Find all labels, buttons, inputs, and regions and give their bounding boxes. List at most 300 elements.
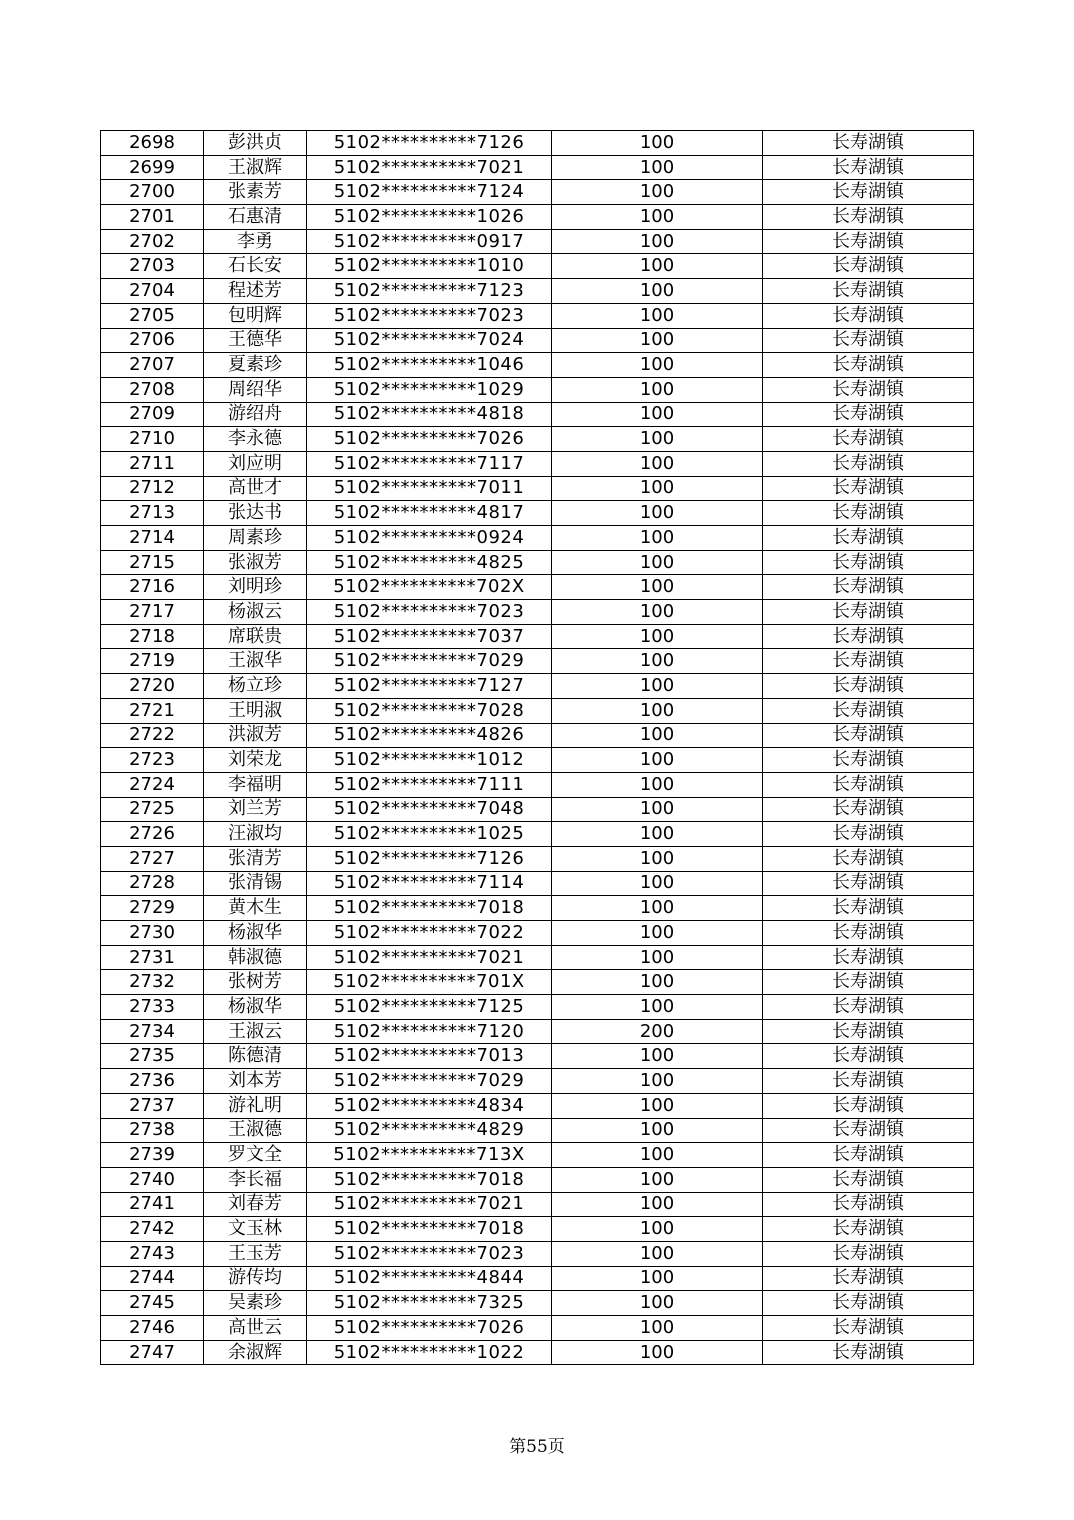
town-cell: 长寿湖镇 [763, 871, 974, 896]
town-cell: 长寿湖镇 [763, 180, 974, 205]
row-number-cell: 2699 [101, 155, 204, 180]
name-cell: 游传均 [204, 1266, 307, 1291]
id-number-cell: 5102**********4826 [307, 723, 552, 748]
amount-cell: 100 [552, 180, 763, 205]
name-cell: 余淑辉 [204, 1340, 307, 1365]
name-cell: 周绍华 [204, 377, 307, 402]
name-cell: 石长安 [204, 254, 307, 279]
name-cell: 张清锡 [204, 871, 307, 896]
row-number-cell: 2736 [101, 1069, 204, 1094]
row-number-cell: 2742 [101, 1217, 204, 1242]
id-number-cell: 5102**********1029 [307, 377, 552, 402]
name-cell: 游绍舟 [204, 402, 307, 427]
amount-cell: 200 [552, 1019, 763, 1044]
table-row [101, 526, 974, 551]
amount-cell: 100 [552, 871, 763, 896]
table-row [101, 328, 974, 353]
name-cell: 刘应明 [204, 451, 307, 476]
row-number-cell: 2747 [101, 1340, 204, 1365]
id-number-cell: 5102**********4834 [307, 1093, 552, 1118]
table-row [101, 748, 974, 773]
row-number-cell: 2738 [101, 1118, 204, 1143]
name-cell: 王明淑 [204, 698, 307, 723]
row-number-cell: 2703 [101, 254, 204, 279]
town-cell: 长寿湖镇 [763, 1093, 974, 1118]
id-number-cell: 5102**********7127 [307, 674, 552, 699]
town-cell: 长寿湖镇 [763, 723, 974, 748]
name-cell: 杨立珍 [204, 674, 307, 699]
id-number-cell: 5102**********7018 [307, 1217, 552, 1242]
row-number-cell: 2739 [101, 1143, 204, 1168]
amount-cell: 100 [552, 279, 763, 304]
amount-cell: 100 [552, 205, 763, 230]
town-cell: 长寿湖镇 [763, 698, 974, 723]
name-cell: 周素珍 [204, 526, 307, 551]
town-cell: 长寿湖镇 [763, 303, 974, 328]
table-row [101, 377, 974, 402]
amount-cell: 100 [552, 1241, 763, 1266]
id-number-cell: 5102**********7011 [307, 476, 552, 501]
table-row [101, 131, 974, 156]
town-cell: 长寿湖镇 [763, 1143, 974, 1168]
town-cell: 长寿湖镇 [763, 205, 974, 230]
row-number-cell: 2743 [101, 1241, 204, 1266]
amount-cell: 100 [552, 822, 763, 847]
row-number-cell: 2744 [101, 1266, 204, 1291]
table-row [101, 624, 974, 649]
amount-cell: 100 [552, 748, 763, 773]
table-row [101, 1266, 974, 1291]
table-row [101, 1316, 974, 1341]
id-number-cell: 5102**********1046 [307, 353, 552, 378]
row-number-cell: 2726 [101, 822, 204, 847]
town-cell: 长寿湖镇 [763, 1217, 974, 1242]
records-table [100, 130, 974, 1365]
table-row [101, 476, 974, 501]
name-cell: 洪淑芳 [204, 723, 307, 748]
table-row [101, 402, 974, 427]
id-number-cell: 5102**********7018 [307, 896, 552, 921]
row-number-cell: 2711 [101, 451, 204, 476]
id-number-cell: 5102**********7120 [307, 1019, 552, 1044]
row-number-cell: 2733 [101, 995, 204, 1020]
table-row [101, 674, 974, 699]
amount-cell: 100 [552, 723, 763, 748]
row-number-cell: 2715 [101, 550, 204, 575]
name-cell: 刘荣龙 [204, 748, 307, 773]
name-cell: 李长福 [204, 1167, 307, 1192]
name-cell: 刘兰芳 [204, 797, 307, 822]
name-cell: 杨淑华 [204, 995, 307, 1020]
amount-cell: 100 [552, 797, 763, 822]
row-number-cell: 2725 [101, 797, 204, 822]
table-row [101, 353, 974, 378]
table-row [101, 846, 974, 871]
town-cell: 长寿湖镇 [763, 1167, 974, 1192]
town-cell: 长寿湖镇 [763, 748, 974, 773]
town-cell: 长寿湖镇 [763, 1241, 974, 1266]
row-number-cell: 2701 [101, 205, 204, 230]
id-number-cell: 5102**********7028 [307, 698, 552, 723]
amount-cell: 100 [552, 600, 763, 625]
row-number-cell: 2719 [101, 649, 204, 674]
amount-cell: 100 [552, 1069, 763, 1094]
row-number-cell: 2729 [101, 896, 204, 921]
amount-cell: 100 [552, 674, 763, 699]
table-row [101, 970, 974, 995]
table-row [101, 600, 974, 625]
id-number-cell: 5102**********7037 [307, 624, 552, 649]
name-cell: 张达书 [204, 501, 307, 526]
row-number-cell: 2708 [101, 377, 204, 402]
amount-cell: 100 [552, 131, 763, 156]
id-number-cell: 5102**********7023 [307, 1241, 552, 1266]
table-row [101, 575, 974, 600]
id-number-cell: 5102**********0917 [307, 229, 552, 254]
name-cell: 高世才 [204, 476, 307, 501]
town-cell: 长寿湖镇 [763, 624, 974, 649]
id-number-cell: 5102**********7023 [307, 600, 552, 625]
table-row [101, 1241, 974, 1266]
page-number: 第55页 [509, 1437, 565, 1457]
id-number-cell: 5102**********7021 [307, 945, 552, 970]
row-number-cell: 2714 [101, 526, 204, 551]
amount-cell: 100 [552, 476, 763, 501]
table-row [101, 254, 974, 279]
table-row [101, 180, 974, 205]
town-cell: 长寿湖镇 [763, 550, 974, 575]
table-row [101, 501, 974, 526]
id-number-cell: 5102**********0924 [307, 526, 552, 551]
id-number-cell: 5102**********7126 [307, 131, 552, 156]
id-number-cell: 5102**********4844 [307, 1266, 552, 1291]
town-cell: 长寿湖镇 [763, 772, 974, 797]
name-cell: 张素芳 [204, 180, 307, 205]
amount-cell: 100 [552, 526, 763, 551]
id-number-cell: 5102**********702X [307, 575, 552, 600]
id-number-cell: 5102**********1012 [307, 748, 552, 773]
town-cell: 长寿湖镇 [763, 377, 974, 402]
name-cell: 李福明 [204, 772, 307, 797]
town-cell: 长寿湖镇 [763, 279, 974, 304]
row-number-cell: 2724 [101, 772, 204, 797]
town-cell: 长寿湖镇 [763, 649, 974, 674]
table-row [101, 1069, 974, 1094]
amount-cell: 100 [552, 896, 763, 921]
town-cell: 长寿湖镇 [763, 1340, 974, 1365]
name-cell: 汪淑均 [204, 822, 307, 847]
row-number-cell: 2705 [101, 303, 204, 328]
table-row [101, 1019, 974, 1044]
row-number-cell: 2700 [101, 180, 204, 205]
table-row [101, 1291, 974, 1316]
amount-cell: 100 [552, 1266, 763, 1291]
row-number-cell: 2709 [101, 402, 204, 427]
name-cell: 张树芳 [204, 970, 307, 995]
amount-cell: 100 [552, 229, 763, 254]
name-cell: 王淑云 [204, 1019, 307, 1044]
name-cell: 王淑华 [204, 649, 307, 674]
id-number-cell: 5102**********701X [307, 970, 552, 995]
amount-cell: 100 [552, 846, 763, 871]
row-number-cell: 2707 [101, 353, 204, 378]
id-number-cell: 5102**********7325 [307, 1291, 552, 1316]
name-cell: 黄木生 [204, 896, 307, 921]
name-cell: 王淑德 [204, 1118, 307, 1143]
row-number-cell: 2706 [101, 328, 204, 353]
name-cell: 陈德清 [204, 1044, 307, 1069]
town-cell: 长寿湖镇 [763, 995, 974, 1020]
id-number-cell: 5102**********7125 [307, 995, 552, 1020]
amount-cell: 100 [552, 254, 763, 279]
name-cell: 李勇 [204, 229, 307, 254]
table-row [101, 279, 974, 304]
id-number-cell: 5102**********1026 [307, 205, 552, 230]
name-cell: 罗文全 [204, 1143, 307, 1168]
row-number-cell: 2740 [101, 1167, 204, 1192]
id-number-cell: 5102**********7021 [307, 155, 552, 180]
name-cell: 夏素珍 [204, 353, 307, 378]
amount-cell: 100 [552, 772, 763, 797]
table-row [101, 550, 974, 575]
table-row [101, 797, 974, 822]
row-number-cell: 2704 [101, 279, 204, 304]
amount-cell: 100 [552, 155, 763, 180]
amount-cell: 100 [552, 945, 763, 970]
id-number-cell: 5102**********7026 [307, 427, 552, 452]
row-number-cell: 2727 [101, 846, 204, 871]
id-number-cell: 5102**********7018 [307, 1167, 552, 1192]
table-row [101, 698, 974, 723]
table-row [101, 822, 974, 847]
table-row [101, 1143, 974, 1168]
name-cell: 刘春芳 [204, 1192, 307, 1217]
town-cell: 长寿湖镇 [763, 501, 974, 526]
amount-cell: 100 [552, 575, 763, 600]
town-cell: 长寿湖镇 [763, 970, 974, 995]
amount-cell: 100 [552, 353, 763, 378]
amount-cell: 100 [552, 1192, 763, 1217]
town-cell: 长寿湖镇 [763, 229, 974, 254]
id-number-cell: 5102**********4825 [307, 550, 552, 575]
town-cell: 长寿湖镇 [763, 1316, 974, 1341]
table-row [101, 1118, 974, 1143]
name-cell: 王德华 [204, 328, 307, 353]
table-row [101, 205, 974, 230]
amount-cell: 100 [552, 1217, 763, 1242]
town-cell: 长寿湖镇 [763, 131, 974, 156]
row-number-cell: 2716 [101, 575, 204, 600]
amount-cell: 100 [552, 1340, 763, 1365]
town-cell: 长寿湖镇 [763, 427, 974, 452]
table-row [101, 451, 974, 476]
name-cell: 席联贵 [204, 624, 307, 649]
town-cell: 长寿湖镇 [763, 1069, 974, 1094]
table-row [101, 723, 974, 748]
town-cell: 长寿湖镇 [763, 797, 974, 822]
name-cell: 杨淑云 [204, 600, 307, 625]
amount-cell: 100 [552, 501, 763, 526]
amount-cell: 100 [552, 1167, 763, 1192]
town-cell: 长寿湖镇 [763, 945, 974, 970]
table-row [101, 921, 974, 946]
town-cell: 长寿湖镇 [763, 600, 974, 625]
town-cell: 长寿湖镇 [763, 921, 974, 946]
amount-cell: 100 [552, 328, 763, 353]
id-number-cell: 5102**********4817 [307, 501, 552, 526]
amount-cell: 100 [552, 402, 763, 427]
amount-cell: 100 [552, 1044, 763, 1069]
amount-cell: 100 [552, 1093, 763, 1118]
row-number-cell: 2713 [101, 501, 204, 526]
row-number-cell: 2741 [101, 1192, 204, 1217]
table-row [101, 772, 974, 797]
town-cell: 长寿湖镇 [763, 1019, 974, 1044]
row-number-cell: 2745 [101, 1291, 204, 1316]
table-row [101, 945, 974, 970]
id-number-cell: 5102**********4829 [307, 1118, 552, 1143]
town-cell: 长寿湖镇 [763, 846, 974, 871]
town-cell: 长寿湖镇 [763, 674, 974, 699]
town-cell: 长寿湖镇 [763, 476, 974, 501]
town-cell: 长寿湖镇 [763, 575, 974, 600]
town-cell: 长寿湖镇 [763, 896, 974, 921]
amount-cell: 100 [552, 995, 763, 1020]
town-cell: 长寿湖镇 [763, 451, 974, 476]
table-row [101, 896, 974, 921]
name-cell: 杨淑华 [204, 921, 307, 946]
table-row [101, 1217, 974, 1242]
table-row [101, 871, 974, 896]
id-number-cell: 5102**********1022 [307, 1340, 552, 1365]
town-cell: 长寿湖镇 [763, 402, 974, 427]
table-row [101, 1093, 974, 1118]
table-row [101, 649, 974, 674]
id-number-cell: 5102**********1010 [307, 254, 552, 279]
name-cell: 刘明珍 [204, 575, 307, 600]
id-number-cell: 5102**********7022 [307, 921, 552, 946]
row-number-cell: 2728 [101, 871, 204, 896]
id-number-cell: 5102**********1025 [307, 822, 552, 847]
row-number-cell: 2734 [101, 1019, 204, 1044]
row-number-cell: 2737 [101, 1093, 204, 1118]
name-cell: 韩淑德 [204, 945, 307, 970]
name-cell: 文玉林 [204, 1217, 307, 1242]
table-row [101, 1340, 974, 1365]
town-cell: 长寿湖镇 [763, 1192, 974, 1217]
table-row [101, 1192, 974, 1217]
id-number-cell: 5102**********7114 [307, 871, 552, 896]
town-cell: 长寿湖镇 [763, 155, 974, 180]
amount-cell: 100 [552, 377, 763, 402]
row-number-cell: 2723 [101, 748, 204, 773]
amount-cell: 100 [552, 970, 763, 995]
town-cell: 长寿湖镇 [763, 526, 974, 551]
amount-cell: 100 [552, 698, 763, 723]
table-row [101, 155, 974, 180]
id-number-cell: 5102**********7126 [307, 846, 552, 871]
table-row [101, 229, 974, 254]
row-number-cell: 2717 [101, 600, 204, 625]
name-cell: 程述芳 [204, 279, 307, 304]
row-number-cell: 2702 [101, 229, 204, 254]
row-number-cell: 2721 [101, 698, 204, 723]
name-cell: 高世云 [204, 1316, 307, 1341]
town-cell: 长寿湖镇 [763, 328, 974, 353]
id-number-cell: 5102**********7026 [307, 1316, 552, 1341]
name-cell: 游礼明 [204, 1093, 307, 1118]
row-number-cell: 2698 [101, 131, 204, 156]
name-cell: 张清芳 [204, 846, 307, 871]
amount-cell: 100 [552, 451, 763, 476]
town-cell: 长寿湖镇 [763, 353, 974, 378]
id-number-cell: 5102**********7048 [307, 797, 552, 822]
table-row [101, 995, 974, 1020]
amount-cell: 100 [552, 1118, 763, 1143]
id-number-cell: 5102**********7023 [307, 303, 552, 328]
row-number-cell: 2722 [101, 723, 204, 748]
id-number-cell: 5102**********7117 [307, 451, 552, 476]
town-cell: 长寿湖镇 [763, 1291, 974, 1316]
name-cell: 包明辉 [204, 303, 307, 328]
id-number-cell: 5102**********7124 [307, 180, 552, 205]
id-number-cell: 5102**********7024 [307, 328, 552, 353]
name-cell: 彭洪贞 [204, 131, 307, 156]
amount-cell: 100 [552, 921, 763, 946]
table-row [101, 1167, 974, 1192]
name-cell: 王淑辉 [204, 155, 307, 180]
name-cell: 王玉芳 [204, 1241, 307, 1266]
id-number-cell: 5102**********7021 [307, 1192, 552, 1217]
row-number-cell: 2718 [101, 624, 204, 649]
id-number-cell: 5102**********7029 [307, 649, 552, 674]
amount-cell: 100 [552, 624, 763, 649]
id-number-cell: 5102**********713X [307, 1143, 552, 1168]
table-row [101, 303, 974, 328]
name-cell: 张淑芳 [204, 550, 307, 575]
amount-cell: 100 [552, 550, 763, 575]
row-number-cell: 2732 [101, 970, 204, 995]
table-row [101, 427, 974, 452]
town-cell: 长寿湖镇 [763, 822, 974, 847]
id-number-cell: 5102**********7111 [307, 772, 552, 797]
row-number-cell: 2731 [101, 945, 204, 970]
id-number-cell: 5102**********7029 [307, 1069, 552, 1094]
row-number-cell: 2730 [101, 921, 204, 946]
name-cell: 刘本芳 [204, 1069, 307, 1094]
town-cell: 长寿湖镇 [763, 254, 974, 279]
id-number-cell: 5102**********7013 [307, 1044, 552, 1069]
name-cell: 石惠清 [204, 205, 307, 230]
name-cell: 李永德 [204, 427, 307, 452]
id-number-cell: 5102**********4818 [307, 402, 552, 427]
row-number-cell: 2746 [101, 1316, 204, 1341]
name-cell: 吴素珍 [204, 1291, 307, 1316]
records-table-body [101, 131, 974, 1365]
amount-cell: 100 [552, 427, 763, 452]
town-cell: 长寿湖镇 [763, 1266, 974, 1291]
id-number-cell: 5102**********7123 [307, 279, 552, 304]
amount-cell: 100 [552, 649, 763, 674]
row-number-cell: 2720 [101, 674, 204, 699]
amount-cell: 100 [552, 303, 763, 328]
row-number-cell: 2712 [101, 476, 204, 501]
row-number-cell: 2710 [101, 427, 204, 452]
town-cell: 长寿湖镇 [763, 1118, 974, 1143]
town-cell: 长寿湖镇 [763, 1044, 974, 1069]
row-number-cell: 2735 [101, 1044, 204, 1069]
amount-cell: 100 [552, 1143, 763, 1168]
